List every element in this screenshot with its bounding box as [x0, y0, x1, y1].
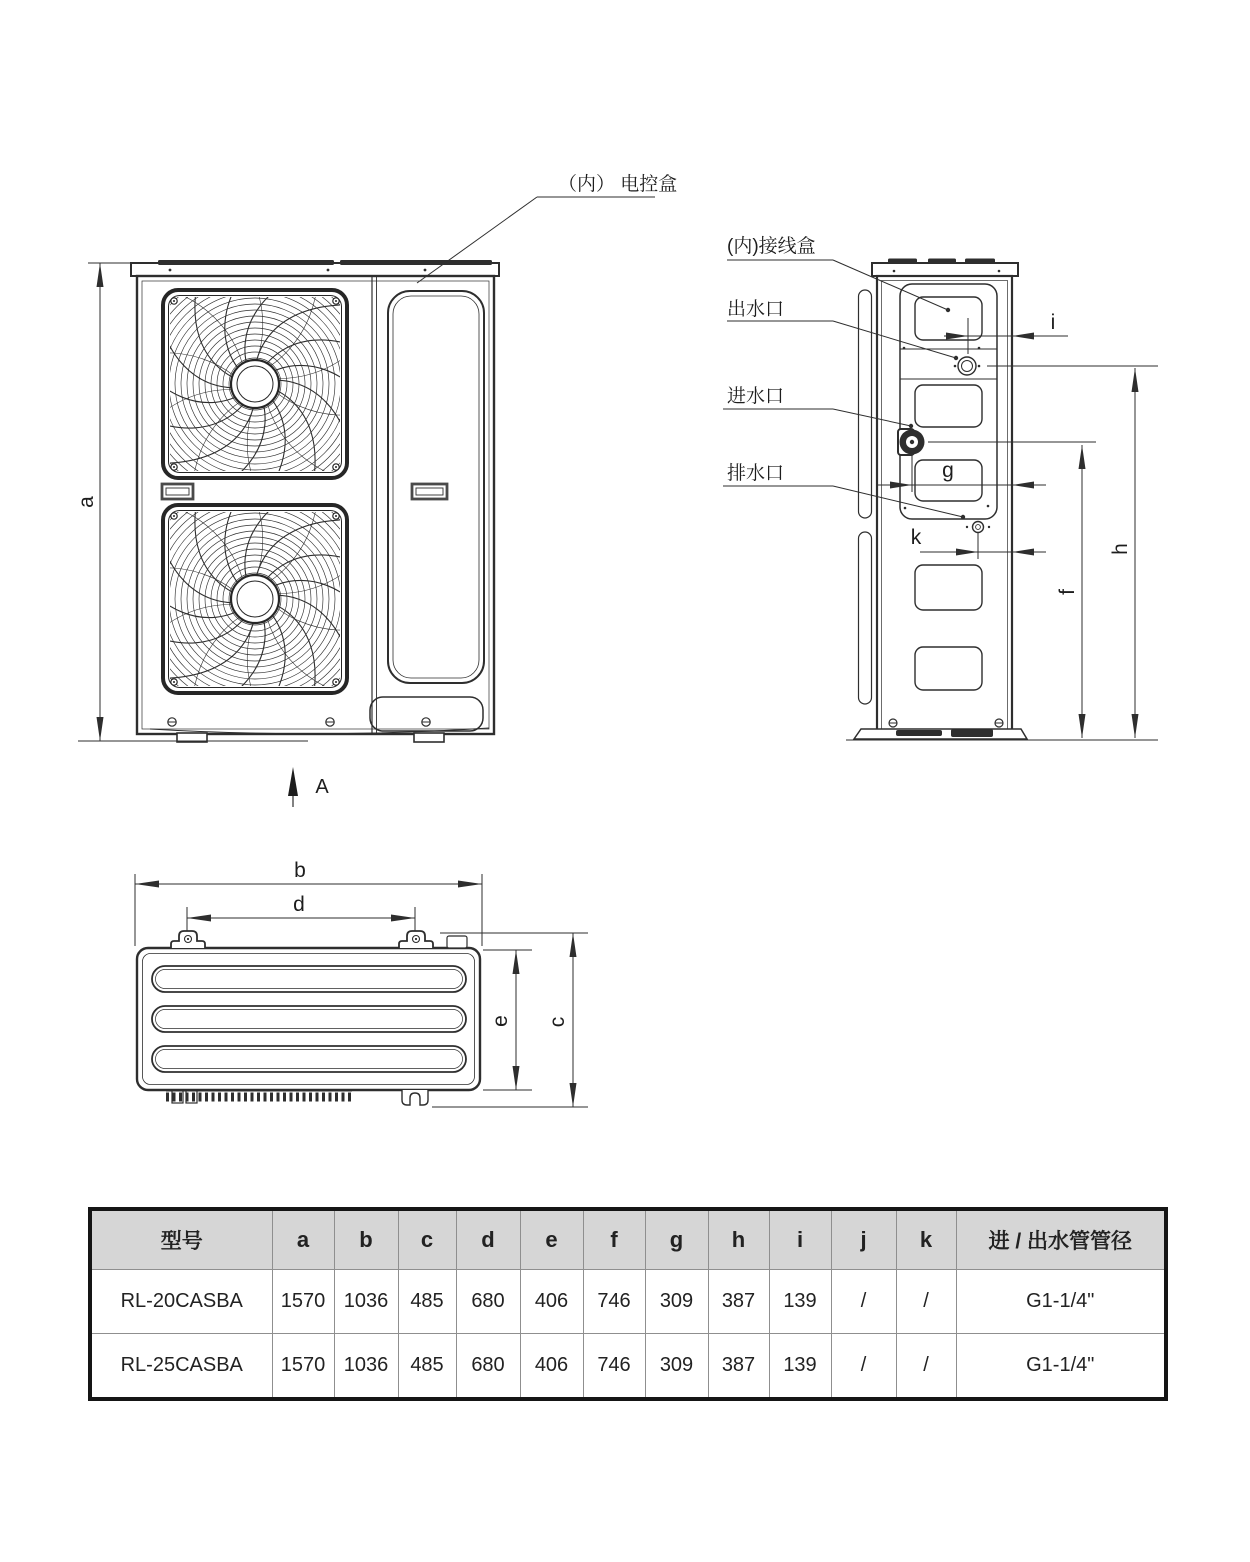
- view-arrow-label: A: [315, 776, 329, 798]
- value-cell: 387: [708, 1270, 769, 1334]
- col-header-d: d: [456, 1209, 520, 1270]
- value-cell: 746: [583, 1270, 645, 1334]
- value-cell: /: [896, 1270, 956, 1334]
- dim-g-label: g: [942, 459, 954, 482]
- dim-i-label: i: [1050, 311, 1056, 334]
- front-foot-right: [414, 733, 444, 742]
- col-header-i: i: [769, 1209, 831, 1270]
- value-cell: 387: [708, 1334, 769, 1400]
- value-cell: 406: [520, 1270, 583, 1334]
- dim-b-label: b: [294, 859, 306, 882]
- mount-bracket-right: [399, 931, 433, 948]
- side-fin-guard-top: [859, 290, 872, 518]
- value-cell: 680: [456, 1334, 520, 1400]
- front-handle-right: [412, 484, 447, 499]
- col-header-b: b: [334, 1209, 398, 1270]
- value-cell: /: [831, 1334, 896, 1400]
- water-inlet-label: 进水口: [727, 386, 785, 407]
- value-cell: 309: [645, 1334, 708, 1400]
- bottom-bracket: [402, 1090, 428, 1105]
- water-outlet-label: 出水口: [727, 299, 785, 320]
- junction-box-label: (内)接线盒: [727, 236, 816, 257]
- side-top-cap: [872, 263, 1018, 276]
- col-header-k: k: [896, 1209, 956, 1270]
- bottom-view: [137, 931, 480, 1105]
- dim-d-label: d: [293, 893, 305, 916]
- value-cell: /: [831, 1270, 896, 1334]
- spec-table: [88, 1207, 1168, 1401]
- value-cell: 1570: [272, 1334, 334, 1400]
- front-handle-left: [162, 484, 193, 499]
- col-header-c: c: [398, 1209, 456, 1270]
- dim-a-label: a: [75, 496, 98, 508]
- model-cell: RL-25CASBA: [90, 1334, 272, 1400]
- model-cell: RL-20CASBA: [90, 1270, 272, 1334]
- value-cell: 1570: [272, 1270, 334, 1334]
- col-header-j: j: [831, 1209, 896, 1270]
- pipe-size-cell: G1-1/4": [956, 1270, 1166, 1334]
- value-cell: 485: [398, 1270, 456, 1334]
- dim-h-label: h: [1109, 543, 1132, 555]
- water-inlet-port: [898, 429, 925, 455]
- value-cell: 309: [645, 1270, 708, 1334]
- col-header-g: g: [645, 1209, 708, 1270]
- side-view: [846, 259, 1158, 741]
- value-cell: /: [896, 1334, 956, 1400]
- electric-box-label: （内） 电控盒: [558, 174, 678, 195]
- value-cell: 1036: [334, 1334, 398, 1400]
- col-header-a: a: [272, 1209, 334, 1270]
- value-cell: 406: [520, 1334, 583, 1400]
- col-header-f: f: [583, 1209, 645, 1270]
- value-cell: 746: [583, 1334, 645, 1400]
- dim-f-label: f: [1056, 589, 1079, 595]
- value-cell: 139: [769, 1334, 831, 1400]
- value-cell: 485: [398, 1334, 456, 1400]
- spec-row-rl20: [90, 1270, 1166, 1334]
- value-cell: 1036: [334, 1270, 398, 1334]
- col-header-h: h: [708, 1209, 769, 1270]
- front-view: [115, 241, 499, 742]
- drain-outlet-label: 排水口: [727, 463, 785, 484]
- col-header-pipe-size: 进 / 出水管管径: [956, 1209, 1166, 1270]
- view-direction-arrow: [288, 767, 298, 807]
- side-cabinet: [877, 276, 1012, 735]
- value-cell: 680: [456, 1270, 520, 1334]
- side-fin-guard-bottom: [859, 532, 872, 704]
- col-header-model: 型号: [90, 1209, 272, 1270]
- col-header-e: e: [520, 1209, 583, 1270]
- dim-c-label: c: [546, 1016, 569, 1028]
- mount-bracket-left: [171, 931, 205, 948]
- value-cell: 139: [769, 1270, 831, 1334]
- pipe-size-cell: G1-1/4": [956, 1334, 1166, 1400]
- bottom-tab-right: [447, 936, 467, 948]
- spec-table-header-row: [90, 1209, 1166, 1270]
- dim-k-label: k: [910, 526, 922, 549]
- spec-row-rl25: [90, 1334, 1166, 1400]
- dim-e-label: e: [489, 1015, 512, 1027]
